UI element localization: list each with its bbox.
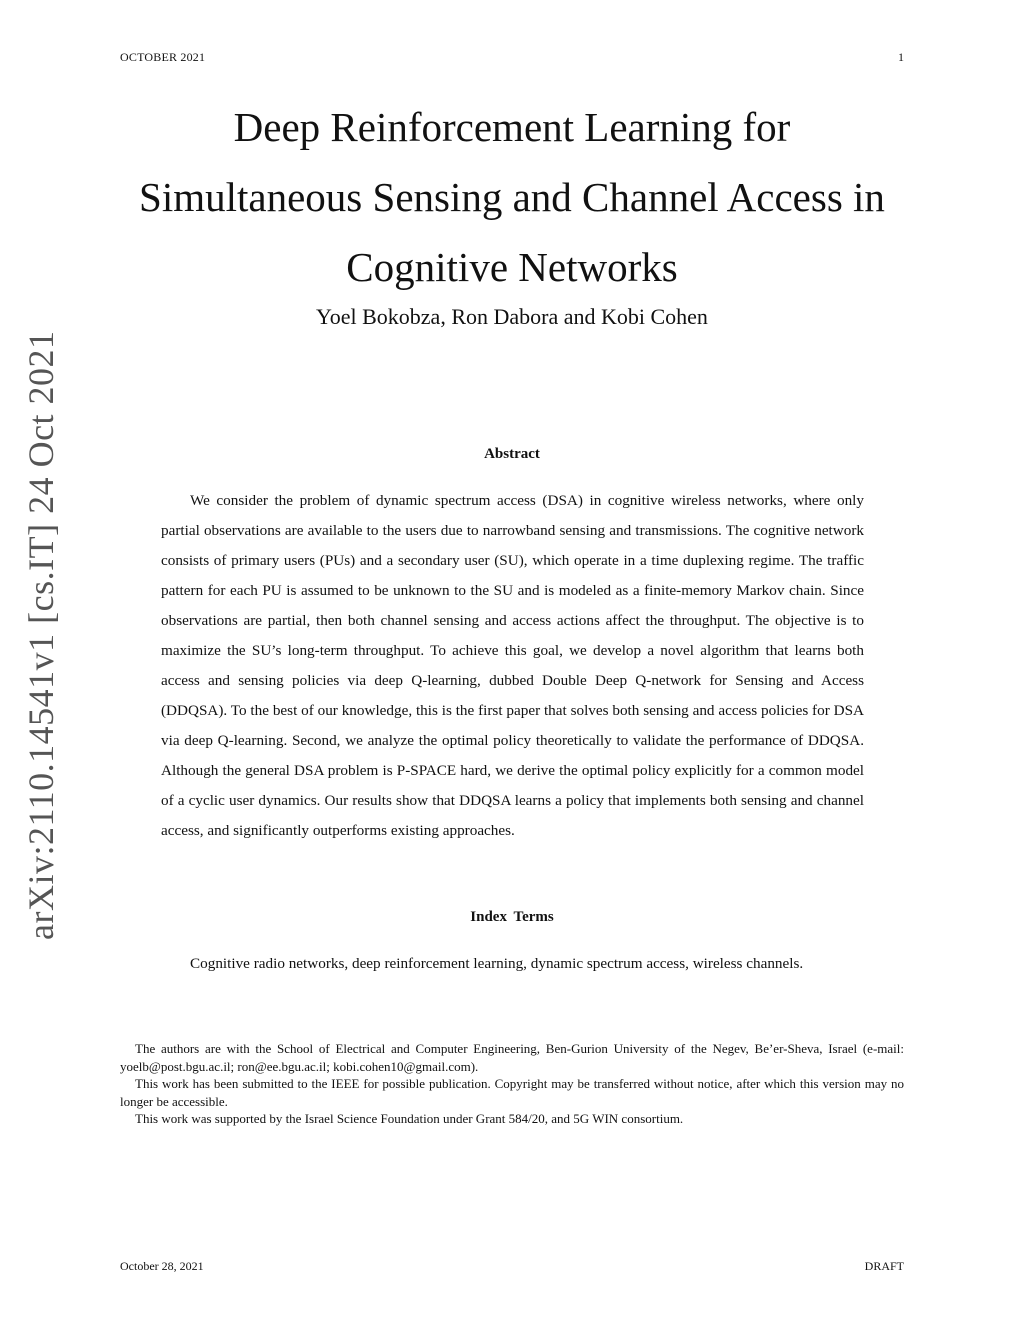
paper-title <box>112 92 912 302</box>
footer-date: October 28, 2021 <box>120 1259 204 1273</box>
abstract-heading: Abstract <box>484 446 540 462</box>
footer-draft-label: DRAFT <box>864 1259 904 1273</box>
footnote-funding: This work was supported by the Israel Science Foundation under Grant 584/20, and 5G WIN consortium. <box>135 1111 684 1126</box>
author-list: Yoel Bokobza, Ron Dabora and Kobi Cohen <box>316 304 708 329</box>
title-line-2: Simultaneous Sensing and Channel Access in <box>139 174 885 220</box>
title-line-1: Deep Reinforcement Learning for <box>233 104 791 150</box>
running-head: OCTOBER 2021 <box>120 50 206 64</box>
title-line-3: Cognitive Networks <box>346 244 678 290</box>
page-number: 1 <box>898 50 904 64</box>
index-terms-text: Cognitive radio networks, deep reinforcement learning, dynamic spectrum access, wireless channels. <box>190 955 804 972</box>
footnote-copyright: This work has been submitted to the IEEE for possible publication. Copyright may be transferred without notice, after which this version may no longer be accessible. <box>120 1076 904 1109</box>
index-terms-heading: Index Terms <box>470 909 554 925</box>
arxiv-identifier-stamp: arXiv:2110.14541v1 [cs.IT] 24 Oct 2021 <box>21 330 61 940</box>
footnotes <box>120 1040 904 1128</box>
footnote-affiliation: The authors are with the School of Electrical and Computer Engineering, Ben-Gurion University of the Negev, Be’er-Sheva, Israel (e-mail: yoelb@post.bgu.ac.il; ron@ee.bgu.ac.il; kobi.cohen10@gmail.com). <box>120 1041 904 1074</box>
abstract-text: We consider the problem of dynamic spectrum access (DSA) in cognitive wireless networks, where only partial observations are available to the users due to narrowband sensing and transmissions. The cognitive network consists of primary users (PUs) and a secondary user (SU), which operate in a time duplexing regime. The traffic pattern for each PU is assumed to be unknown to the SU and is modeled as a finite-memory Markov chain. Since observations are partial, then both channel sensing and access actions affect the throughput. The objective is to maximize the SU’s long-term throughput. To achieve this goal, we develop a novel algorithm that learns both access and sensing policies via deep Q-learning, dubbed Double Deep Q-network for Sensing and Access (DDQSA). To the best of our knowledge, this is the first paper that solves both sensing and access policies for DSA via deep Q-learning. Second, we analyze the optimal policy theoretically to validate the performance of DDQSA. Although the general DSA problem is P-SPACE hard, we derive the optimal policy explicitly for a common model of a cyclic user dynamics. Our results show that DDQSA learns a policy that implements both sensing and channel access, and significantly outperforms existing approaches. <box>161 492 864 839</box>
